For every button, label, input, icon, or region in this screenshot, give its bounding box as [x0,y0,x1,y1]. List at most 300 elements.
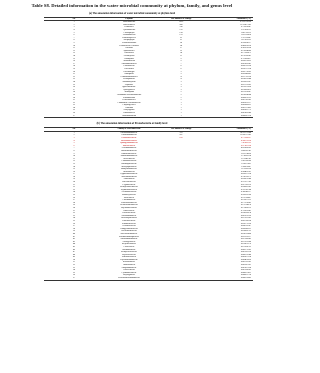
table-cell: 35 [72,219,76,222]
table-cell: 169 [179,136,183,139]
table-cell: Nitrospirae [124,73,134,76]
table-cell: 24 [179,44,183,47]
table-cell: Spirochaetes [123,49,135,52]
table-cell: 0.53127705 [240,181,251,184]
table-cell: 2.21540783 [240,157,251,160]
table-cell: Idiomarinaceae [122,248,136,251]
table-cell: Nitrosomonadaceae [120,238,138,241]
table-cell: 3.86620741 [240,149,251,152]
table-cell: 0.05617314 [240,67,251,70]
table-cell: Moraxellaceae [122,144,136,147]
table-cell: 53 [72,266,76,269]
table-cell: Erythrobacteraceae [120,188,138,191]
table-cell: 3 [180,86,182,89]
table-cell: Hahellaceae [123,196,135,199]
table-cell: 0.04772065 [240,70,251,73]
column-header: Phylum [104,17,154,21]
table-cell: 19 [72,178,76,181]
table-cell: 5 [73,31,75,34]
table-cell: 21 [72,73,76,76]
table-cell: 0.03012468 [240,232,251,235]
table-cell: Comamonadaceae [121,134,137,137]
table-cell: 7 [180,62,182,65]
table-2-caption: (b) The annotation information of Proteobacteria at family level [96,122,168,125]
column-header: Family of Proteobacteria [104,128,154,132]
table-cell: 0.03715528 [240,75,251,78]
table-cell: 0.47316219 [240,183,251,186]
table-cell: Fibrobacteres [123,112,135,115]
table-cell: 0.13308215 [240,207,251,210]
table-cell: 29 [72,204,76,207]
table-cell: 786 [179,26,183,29]
table-cell: 212 [179,29,183,32]
table-cell: 125 [179,34,183,37]
table-cell: 14 [179,52,183,55]
table-cell: 20 [72,181,76,184]
table-cell: 9 [73,42,75,45]
table-cell: Colwelliaceae [122,269,136,272]
table-cell: Methylobacteriaceae [120,186,138,189]
table-cell: Phyllobacteriaceae [120,207,138,210]
table-cell: Legionellaceae [122,183,136,186]
table-cell: 12 [72,49,76,52]
table-cell: Pseudomonadaceae [120,131,138,134]
table-cell: Alteromonadaceae [120,175,138,178]
table-cell: 7 [73,36,75,39]
table-cell: 0.04245021 [240,227,251,230]
table-cell: 25 [72,194,76,197]
column-header: No. [44,128,104,132]
table-cell: 0.04146802 [240,73,251,76]
table-cell: Verrucomicrobia [121,42,137,45]
table-cell: 0.21834006 [240,49,251,52]
table-cell: 17 [179,47,183,50]
table-cell: Oceanospirillaceae [120,217,138,220]
table-cell: 3 [180,88,182,91]
table-cell: Deferribacteres [122,99,136,102]
table-cell: 52 [72,264,76,267]
table-cell: 13 [72,162,76,165]
table-cell: 53 [179,36,183,39]
table-cell: 0.01352087 [240,91,251,94]
table-cell: 0.06612358 [240,65,251,68]
table-cell: 1.34261807 [240,165,251,168]
table-cell: 6.72411047 [240,26,251,29]
table-cell: Pasteurellaceae [122,219,136,222]
phylum-table [44,17,253,119]
table-cell: 55 [72,271,76,274]
table-cell: 355 [179,131,183,134]
table-cell: 2.73096314 [240,155,251,158]
table-cell: 1 [180,112,182,115]
table-cell: 12 [72,160,76,163]
column-header: The number of contigs [154,128,208,132]
table-cell: 30 [179,42,183,45]
table-cell: 0.01094604 [240,93,251,96]
table-cell: Beijerinckiaceae [121,243,137,246]
table-cell: Sinobacteraceae [122,222,136,225]
table-cell: Ignavibacteriae [122,86,136,89]
table-cell: Planctomycetes [122,36,136,39]
table-cell: 0.02681307 [240,80,251,83]
table-cell: 0.04913587 [240,225,251,228]
table-cell: Elusimicrobia [122,96,135,99]
table-cell: 0.35210764 [240,188,251,191]
table-cell: 128 [179,31,183,34]
table-cell: 0.11360437 [240,57,251,60]
table-cell: 6 [180,67,182,70]
table-cell: 42 [72,238,76,241]
table-cell: 36 [72,222,76,225]
table-cell: 51 [72,261,76,264]
table-cell: 0.07592103 [240,217,251,220]
table-cell: 0.10056874 [240,212,251,215]
table-cell: 8 [73,149,75,152]
table-cell: 29 [72,93,76,96]
table-cell: Sphingomonadaceae [120,142,138,145]
table-cell: 14 [72,55,76,58]
table-cell: Coxiellaceae [123,245,135,248]
table-cell: 6.97105138 [240,144,251,147]
table-cell: 7 [73,147,75,150]
table-cell: Candidatus Gracilibacteria [117,101,141,104]
table-cell: 30 [72,207,76,210]
table-cell: Tenericutes [124,67,134,70]
table-cell: Deinococcus-Thermus [119,44,139,47]
table-cell: Chlorobi [125,47,133,50]
table-cell: 4.41208365 [240,147,251,150]
table-cell: Francisellaceae [122,212,136,215]
table-cell: 32 [72,212,76,215]
table-cell: 1 [180,106,182,109]
table-cell: 0.02317063 [240,83,251,86]
table-cell: 26 [72,86,76,89]
table-cell: 0.00187324 [240,266,251,269]
table-cell: 3 [180,83,182,86]
table-cell: 0.00047218 [208,115,253,118]
table-cell: 22 [72,75,76,78]
table-cell: 0.62061548 [240,178,251,181]
table-cell: 8.73150627 [240,136,251,139]
table-cell: 9 [180,60,182,63]
table-cell: Rhodocyclaceae [121,194,137,197]
table-cell: Streptophyta [123,39,135,42]
table-cell: 0.92664217 [240,42,251,45]
table-cell: 0.05671220 [240,222,251,225]
table-cell: 6 [73,144,75,147]
table-cell: Aeromonadaceae [121,147,137,150]
table-cell: 0.11563941 [240,209,251,212]
table-cell: Psychromonadaceae [120,258,138,261]
table-cell: Bacteroidetes [123,23,135,26]
table-cell: 0.00315502 [240,261,251,264]
table-cell: 1.12950338 [240,168,251,171]
table-cell: 3 [180,80,182,83]
table-cell: 0.01606412 [240,88,251,91]
table-cell: Myxococcaceae [122,253,136,256]
table-cell: 28 [72,91,76,94]
table-cell: Bradyrhizobiaceae [120,168,138,171]
table-cell: Brucellaceae [123,209,135,212]
table-cell: 40 [72,232,76,235]
table-cell: 0.85837214 [240,173,251,176]
table-cell: 2 [180,91,182,94]
table-cell: 36 [72,112,76,115]
table-cell: 32 [72,101,76,104]
column-header: The number of contigs [154,17,208,21]
table-cell: 15 [72,57,76,60]
table-cell: 0.00317462 [240,106,251,109]
table-cell: 43 [72,240,76,243]
table-cell: 0.12638341 [240,55,251,58]
table-cell: 0.17521083 [240,201,251,204]
table-cell: 1 [180,109,182,112]
table-cell: Rhizobiaceae [123,170,135,173]
table-cell: Ectothiorhodospiraceae [118,235,140,238]
table-cell: Enterobacteriaceae [120,139,138,142]
table-cell: 33 [72,104,76,107]
table-cell: 4 [180,78,182,81]
table-cell: 30 [72,96,76,99]
table-cell: 23 [72,188,76,191]
table-cell: 31 [72,99,76,102]
table-cell: Vibrionaceae [123,178,135,181]
table-cell: 16 [72,170,76,173]
table-cell: 0.30648117 [240,191,251,194]
table-cell: 1.69370410 [240,34,251,37]
table-cell: Xanthomonadaceae [120,155,138,158]
table-cell: 3.10274856 [240,152,251,155]
table-cell: Gemmatimonadetes [120,75,138,78]
table-cell: 21 [72,183,76,186]
table-cell: 1.35112847 [240,36,251,39]
table-cell: Bdellovibrionaceae [120,232,138,235]
table-cell: 37 [44,115,104,118]
table-cell: 16 [72,60,76,63]
table-cell: Geobacteraceae [122,225,136,228]
table-cell: 10 [72,44,76,47]
table-cell: 0.00205773 [240,109,251,112]
table-cell: Rhodospirillaceae [121,162,137,165]
table-cell: Aquificae [124,83,134,86]
table-cell: 0.17590471 [240,52,251,55]
table-cell: Actinobacteria [122,34,136,37]
table-cell: Chrysiogenetes [122,104,136,107]
table-cell: Chloroflexi [124,52,134,55]
table-cell: 14 [72,165,76,168]
table-1-caption: (a) The annotation information of water microbial community at phylum level [88,11,176,15]
table-cell: Methylococcaceae [121,251,137,254]
table-cell: 0.19967312 [240,199,251,202]
table-cell: Acidobacteria [122,60,135,63]
table-cell: 54 [72,269,76,272]
table-cell: 3 [73,26,75,29]
column-header: Abundance (%) [208,17,253,21]
table-cell: Alcaligenaceae [122,240,136,243]
table-cell: 27 [72,199,76,202]
table-cell: Chlorophyta [123,31,135,34]
table-cell: 19 [72,67,76,70]
table-cell: 1.55027491 [240,162,251,165]
table-cell: 11 [72,47,76,50]
table-cell: 0.23218467 [240,196,251,199]
table-cell: 39 [72,230,76,233]
table-cell: 41 [72,235,76,238]
column-header: Abundance (%) [208,128,253,132]
table-cell: 2 [180,93,182,96]
table-cell: 31 [72,209,76,212]
table-cell: 0.00631540 [240,253,251,256]
table-cell: 15 [72,168,76,171]
table-cell: 17 [72,173,76,176]
table-cell: 0.00563217 [240,101,251,104]
table-cell: 35 [72,109,76,112]
table-cell: 9 [73,152,75,155]
table-cell: Burkholderiaceae [121,152,137,155]
table-cell: 0.74913672 [240,175,251,178]
table-cell: Polyangiaceae [122,274,136,277]
table-cell: 1959 [178,21,184,24]
table-cell: 6 [180,65,182,68]
table-cell: 56 [72,274,76,277]
table-cell: 27 [72,88,76,91]
table-cell: Armatimonadetes [121,62,137,65]
table-cell: Thiotrichaceae [122,264,136,267]
table-cell: 8 [73,39,75,42]
table-cell: 5 [180,73,182,76]
table-cell: Thermotogae [123,70,135,73]
page-title: Table S8. Detailed information in the water microbial community at phylum, family, and genus level [31,3,233,8]
table-cell: 0.00247361 [240,264,251,267]
table-cell: Shewanellaceae [122,181,136,184]
table-cell: 0.09621852 [240,60,251,63]
table-cell: 57 [44,277,104,280]
table-cell: 67.83211650 [239,21,251,24]
table-cell: Firmicutes [124,26,134,29]
table-cell: 2 [180,96,182,99]
table-cell: 15 [179,49,183,52]
table-cell: 5 [73,142,75,145]
table-cell: 0.00401826 [240,258,251,261]
table-cell: 25 [72,83,76,86]
table-cell: 13 [72,52,76,55]
table-cell: 1 [73,21,75,24]
table-cell: Methylophilaceae [121,165,137,168]
table-cell: 0.00971265 [240,248,251,251]
table-row [44,115,253,118]
table-cell: 11 [72,157,76,160]
table-cell: 49 [72,256,76,259]
table-cell: 960 [179,23,183,26]
table-cell: Pseudoalteromonadaceae [104,277,154,280]
table-cell: Chlamydiae [123,57,135,60]
table-cell: 24 [72,80,76,83]
table-cell: 7.30185522 [240,142,251,145]
table-cell: 13.35497103 [239,23,251,26]
table-cell: 0.08701536 [240,214,251,217]
table-cell: Rickettsiaceae [122,261,136,264]
table-cell: 18 [72,65,76,68]
table-cell: 287 [179,134,183,137]
table-cell: 0.98402561 [240,170,251,173]
table-cell: 22 [72,186,76,189]
table-cell: 26 [72,196,76,199]
table-cell: Helicobacteraceae [121,230,137,233]
table-cell: 0.00031805 [208,277,253,280]
table-cell: Acetobacteraceae [121,191,137,194]
table-cell: 4 [73,29,75,32]
table-cell: Anaplasmataceae [121,266,137,269]
table-cell: 0.00109346 [240,112,251,115]
table-cell: Synergistetes [123,88,135,91]
table-cell: 0.00730185 [240,99,251,102]
table-cell: Nitrobacteraceae [121,256,137,259]
table-cell: 0.00891522 [240,96,251,99]
table-cell: 20 [72,70,76,73]
table-cell: 6 [73,34,75,37]
table-cell: 34 [72,106,76,109]
table-cell: Candidatus Saccharibacteria [116,93,142,96]
table-cell: 18.55273104 [239,131,251,134]
table-row [44,277,253,280]
table-cell: 1.88715613 [240,31,251,34]
table-cell: Arthropoda [124,91,134,94]
table-cell: 47 [72,251,76,254]
family-table [44,127,253,281]
table-cell: Fusobacteria [123,65,135,68]
table-cell: 0.26833590 [240,194,251,197]
table-cell: Cystobacteraceae [121,271,137,274]
table-cell: 45 [72,245,76,248]
table-cell: 0.00785210 [240,251,251,254]
table-cell: Caulobacteraceae [121,160,137,163]
table-cell: 4 [73,139,75,142]
table-cell: 38 [72,227,76,230]
table-cell: Desulfovibrionaceae [120,204,138,207]
table-cell: 34 [72,217,76,220]
table-cell: Chromatiaceae [122,199,136,202]
table-cell: 2 [73,134,75,137]
table-cell: 48 [72,253,76,256]
table-cell: 46 [72,248,76,251]
table-cell: 0.08183941 [240,62,251,65]
table-cell: 0.00507314 [240,256,251,259]
table-cell: 0.01194753 [240,245,251,248]
table-cell: 13.20617382 [239,134,251,137]
table-cell: 8.34275910 [240,139,251,142]
table-cell: Proteobacteria [122,21,136,24]
table-cell: Lentisphaerae [122,78,135,81]
table-cell: Halomonadaceae [121,214,137,217]
table-cell: Cyanobacteria [122,29,136,32]
table-cell: 2 [180,99,182,102]
table-cell: 11 [179,55,183,58]
table-cell: 2 [73,23,75,26]
table-cell: 0.03052944 [240,78,251,81]
column-header: No. [44,17,104,21]
table-cell: 0.06518334 [240,219,251,222]
table-cell: Dictyoglomi [123,109,135,112]
table-cell: 3 [73,136,75,139]
table-cell: 0.00138502 [240,269,251,272]
table-cell: 0.00062718 [240,274,251,277]
table-cell: 1.90318266 [240,160,251,163]
table-cell: Campylobacteraceae [120,227,138,230]
table-cell: Piscirickettsiaceae [121,201,137,204]
table-cell: Neisseriaceae [123,157,135,160]
table-cell: 0.03608752 [240,230,251,233]
table-cell: 0.00430851 [240,104,251,107]
